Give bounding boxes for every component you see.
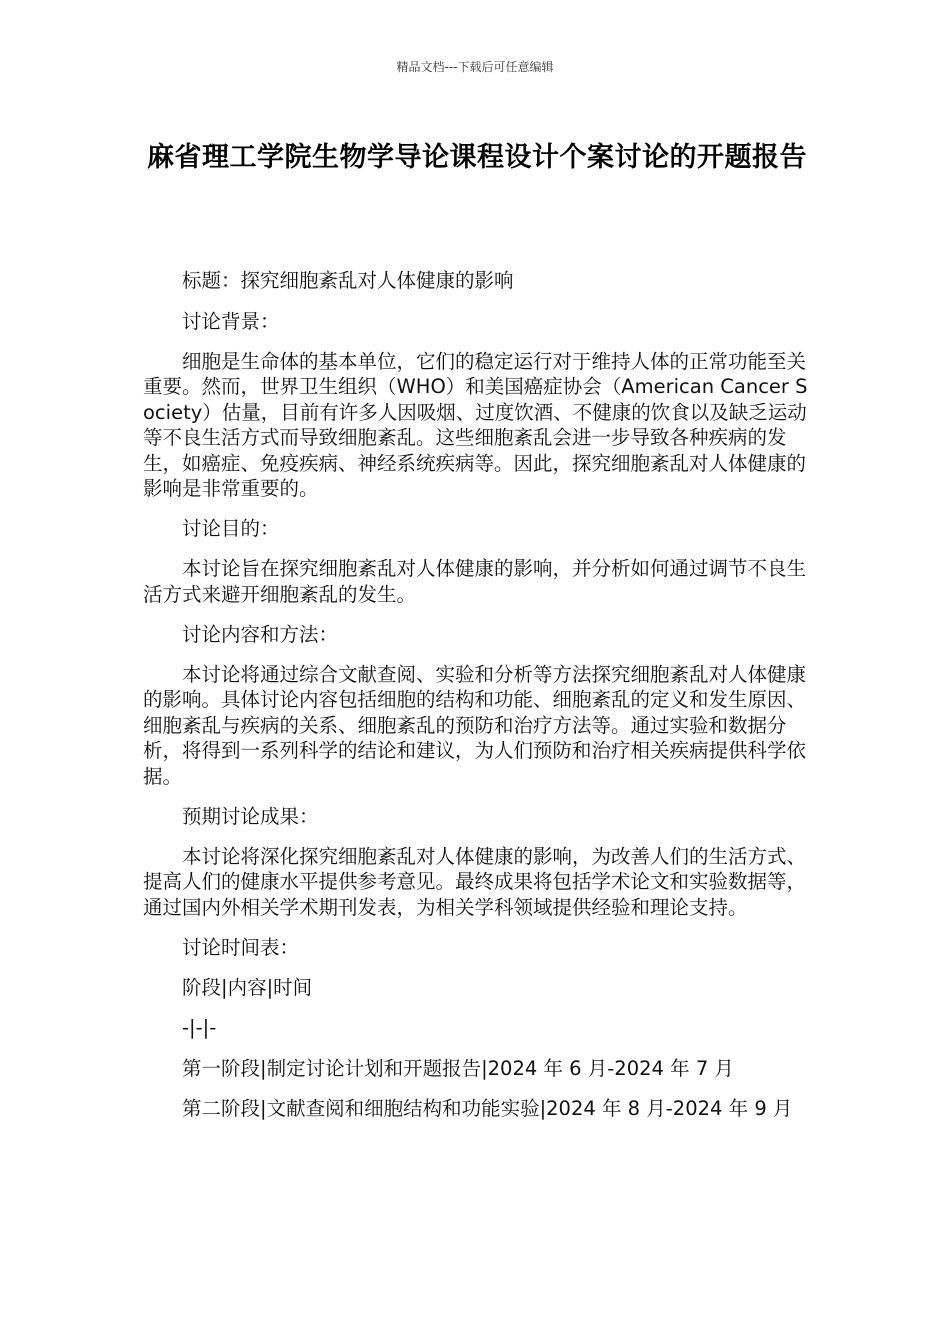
methods-label: 讨论内容和方法： xyxy=(182,622,339,646)
document-title: 麻省理工学院生物学导论课程设计个案讨论的开题报告 xyxy=(147,142,807,173)
purpose-label: 讨论目的： xyxy=(182,517,280,540)
schedule-label: 讨论时间表： xyxy=(182,935,300,959)
schedule-row-2: 第二阶段|文献查阅和细胞结构和功能实验|2024 年 8 月-2024 年 9 月 xyxy=(182,1097,793,1120)
schedule-header-row: 阶段|内容|时间 xyxy=(182,975,313,999)
purpose-paragraph: 本讨论旨在探究细胞紊乱对人体健康的影响，并分析如何通过调节不良生活方式来避开细胞紊乱的发生。 xyxy=(143,557,807,606)
schedule-row-1: 第一阶段|制定讨论计划和开题报告|2024 年 6 月-2024 年 7 月 xyxy=(182,1056,734,1080)
methods-paragraph: 本讨论将通过综合文献查阅、实验和分析等方法探究细胞紊乱对人体健康的影响。具体讨论内容包括细胞的结构和功能、细胞紊乱的定义和发生原因、细胞紊乱与疾病的关系、细胞紊乱的预防和治疗方法等。通过实验和数据分析，将得到一系列科学的结论和建议，为人们预防和治疗相关疾病提供科学依据。 xyxy=(143,662,807,788)
document-body xyxy=(143,268,813,1137)
schedule-separator-row: -|-|- xyxy=(182,1016,217,1039)
background-paragraph: 细胞是生命体的基本单位，它们的稳定运行对于维持人体的正常功能至关重要。然而，世界卫生组织（WHO）和美国癌症协会（American Cancer Society）估量，目前有许多人因吸烟、过度饮酒、不健康的饮食以及缺乏运动等不良生活方式而导致细胞紊乱。这些细胞紊乱会进一步导致各种疾病的发生，如癌症、免疫疾病、神经系统疾病等。因此，探究细胞紊乱对人体健康的影响是非常重要的。 xyxy=(143,349,808,500)
results-label: 预期讨论成果： xyxy=(182,804,319,828)
header-note: 精品文档---下载后可任意编辑 xyxy=(396,60,554,74)
background-label: 讨论背景： xyxy=(182,309,280,333)
subject-line: 标题：探究细胞紊乱对人体健康的影响 xyxy=(182,269,514,292)
results-paragraph: 本讨论将深化探究细胞紊乱对人体健康的影响，为改善人们的生活方式、提高人们的健康水平提供参考意见。最终成果将包括学术论文和实验数据等，通过国内外相关学术期刊发表，为相关学科领域提供经验和理论支持。 xyxy=(143,844,807,919)
